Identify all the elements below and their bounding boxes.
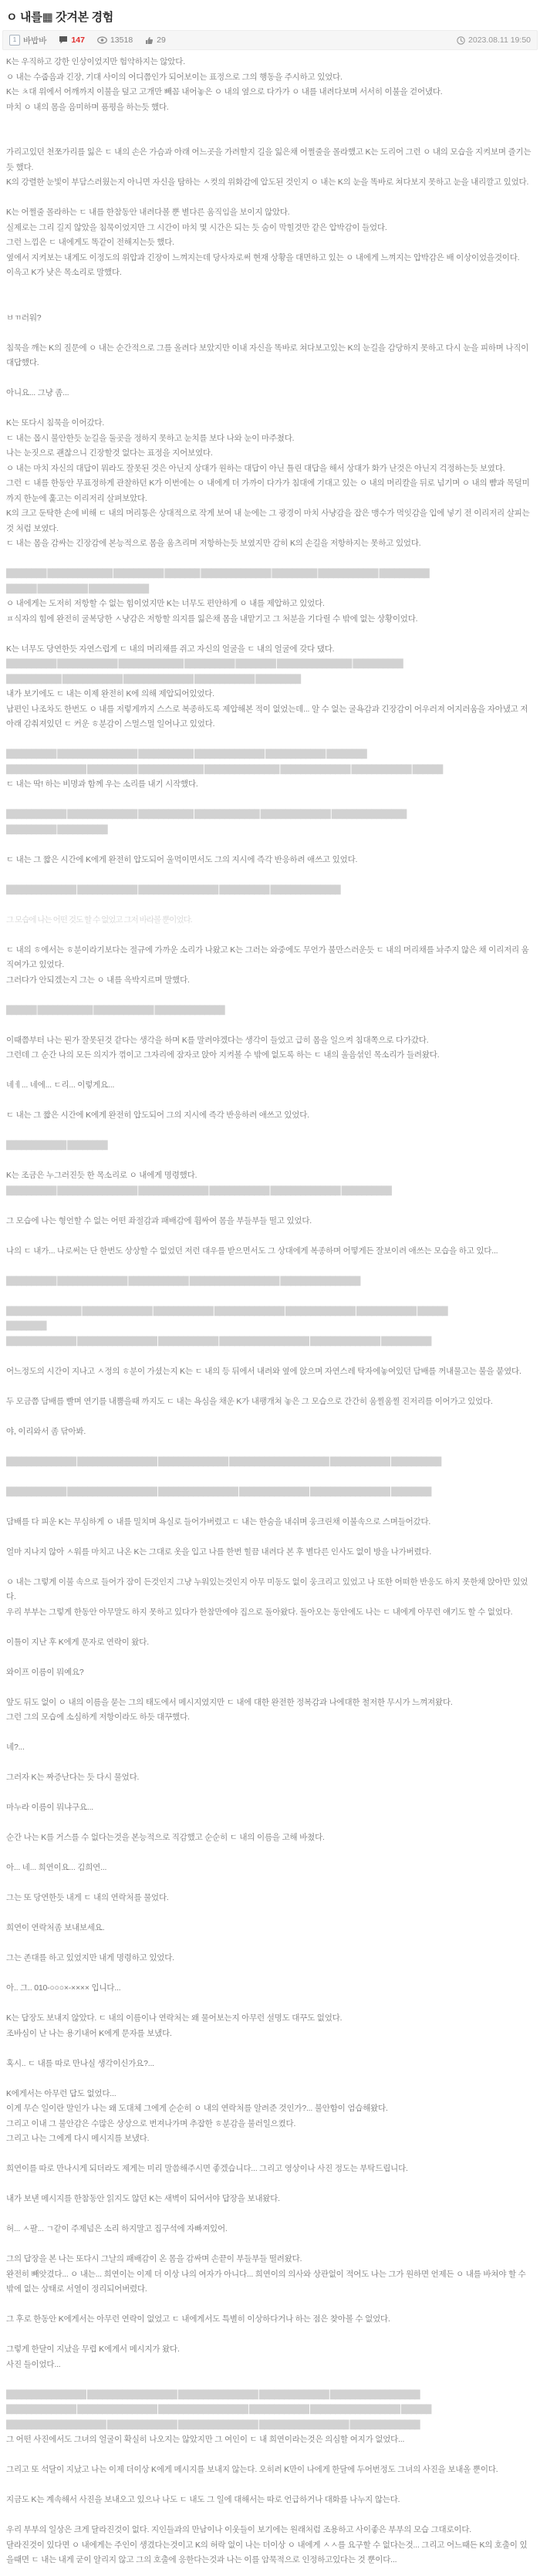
- body-line: 내가 보낸 메시지를 한참동안 읽지도 않던 K는 새벽이 되어서야 답장을 보내왔다.: [6, 2194, 280, 2203]
- body-line: ㅇ 내에게는 도저히 저항할 수 없는 힘이었지만 K는 너무도 편안하게 ㅇ 내를 제압하고 있었다.: [6, 599, 325, 608]
- body-gap: [6, 837, 534, 853]
- comment-bubble-icon: [59, 35, 68, 45]
- body-gap: [6, 988, 534, 1003]
- body-line-censored: ████████: [6, 1321, 46, 1330]
- body-line-censored: ███████████ ████████████ ██████████████ ████████████ █████████: [6, 674, 301, 684]
- body-gap: [6, 115, 534, 130]
- view-count-value: 13518: [110, 35, 133, 45]
- body-gap: [6, 1499, 534, 1515]
- body-line: 이게 무슨 일이란 말인가 나는 왜 도대체 그에게 순순히 ㅇ 내의 연락처를 알려준 것인가?... 불안함이 엄습해왔다.: [6, 2104, 388, 2113]
- body-line: K는 너무도 당연한듯 자연스럽게 ㄷ 내의 머리채를 쥐고 자신의 얼굴을 ㄷ 내의 얼굴에 갖다 댔다.: [6, 644, 335, 654]
- body-line: 그런데 그 순간 나의 모든 의지가 꺾이고 그자리에 잠자코 앉아 지켜볼 수 밖에 없도록 하는 ㄷ 내의 울음섞인 목소리가 들려왔다.: [6, 1050, 440, 1060]
- body-line-censored: ████████████ ██████████████ ███████████ █████████████ ██████████████ ███████████████: [6, 810, 407, 819]
- body-line-censored: ██████████ ██████████████ ████████████ ██████████████████ ████████████████: [6, 1276, 360, 1286]
- body-line: 네ㅔ... 네에... ㄷ리... 이렇게요...: [6, 1080, 115, 1090]
- body-line: 나의 ㄷ 내가... 나로써는 단 한번도 상상할 수 없었던 저런 대우를 받으면서도 그 상대에게 복종하며 어떻게든 잘보이려 애쓰는 모습을 하고 있다...: [6, 1246, 498, 1256]
- body-line: 그 모습에 나는 형언할 수 없는 어떤 좌절감과 패배감에 휩싸여 몸을 부들부들 떨고 있었다.: [6, 1215, 312, 1225]
- body-line: 실제로는 그리 길지 않았을 침묵이었지만 그 시간이 마치 몇 시간은 되는 듯 숨이 막힐것만 같은 압박감이 들었다.: [6, 222, 387, 232]
- body-line: 아... 네... 희연이요... 김희연...: [6, 1863, 107, 1872]
- body-line: 마누라 이름이 뭐냐구요...: [6, 1803, 94, 1812]
- body-line-censored: 그 모습에 나는 어떤 것도 할 수 없었고 그저 바라볼 뿐이었다.: [6, 914, 192, 925]
- body-gap: [6, 1530, 534, 1545]
- body-line: 그의 답장을 본 나는 또다시 그날의 패배감이 온 몸을 감싸며 손끝이 부들부들 떨려왔다.: [6, 2254, 302, 2263]
- body-gap: [6, 2177, 534, 2192]
- post-date: [457, 35, 531, 45]
- body-line: 이윽고 K가 낮은 목소리로 말했다.: [6, 268, 122, 277]
- body-gap: [6, 2448, 534, 2463]
- body-gap: [6, 627, 534, 642]
- body-line-censored: ██████████ ██████████: [6, 824, 107, 834]
- body-gap: [6, 2372, 534, 2388]
- body-line: K의 강렬한 눈빛이 부담스러웠는지 아니면 자신을 탐하는 ㅅ컷의 위화감에 압도된 것인지 ㅇ 내는 K의 눈을 똑바로 쳐다보지 못하고 눈을 내리깔고 있었다.: [6, 177, 529, 187]
- body-line: ㄷ 내는 몸을 감싸는 긴장감에 본능적으로 몸을 움츠리며 저항하는듯 보였지만 감히 K의 손길을 저항하지는 못하고 있었다.: [6, 539, 421, 548]
- body-gap: [6, 1846, 534, 1861]
- body-gap: [6, 1936, 534, 1952]
- body-line: 그런 느낌은 ㄷ 내에게도 똑같이 전해지는듯 했다.: [6, 238, 174, 247]
- view-count: [97, 35, 133, 45]
- author[interactable]: [9, 35, 46, 46]
- body-gap: [6, 1154, 534, 1169]
- level-badge-icon: 1: [9, 35, 20, 46]
- body-line: K는 어쩔줄 몰라하는 ㄷ 내를 한참동안 내려다볼 뿐 별다른 움직임을 보이지 않았다.: [6, 208, 290, 217]
- body-gap: [6, 2071, 534, 2087]
- body-line: 나는 눈짓으로 괜찮으니 긴장할것 없다는 표정을 지어보였다.: [6, 448, 213, 458]
- body-line: 얼마 지나지 않아 ㅅ워를 마치고 나온 K는 그대로 옷을 입고 나를 한번 힐끔 내려다 본 후 별다른 인사도 없이 방을 나가버렸다.: [6, 1547, 432, 1557]
- body-gap: [6, 1379, 534, 1394]
- body-line: 그 어떤 사진에서도 그녀의 얼굴이 확실히 나오지는 않았지만 그 여인이 ㄷ 내 희연이라는것은 의심할 여지가 없었다...: [6, 2435, 405, 2444]
- body-gap: [6, 1124, 534, 1139]
- body-line: 조바심이 난 나는 용기내어 K에게 문자를 보냈다.: [6, 2028, 172, 2038]
- body-gap: [6, 130, 534, 146]
- post-body: [0, 50, 540, 2576]
- body-gap: [6, 1816, 534, 1831]
- body-line: 어느정도의 시간이 지나고 ㅅ정의 ㅎ분이 가셨는지 K는 ㄷ 내의 등 뒤에서 내려와 옆에 앉으며 자연스레 탁자에놓여있던 담배를 꺼내물고는 불을 붙였다.: [6, 1366, 521, 1376]
- body-gap: [6, 281, 534, 296]
- post-title: ㅇ 내를▦ 갓겨본 경험: [6, 11, 113, 24]
- body-line: K는 우직하고 강한 인상이었지만 험악하지는 않았다.: [6, 57, 185, 66]
- body-line: ㄷ 내는 그 짧은 시간에 K에게 완전히 압도되어 그의 지시에 즉각 반응하려 애쓰고 있었다.: [6, 1111, 309, 1120]
- body-gap: [6, 1726, 534, 1741]
- like-count-value: 29: [157, 35, 166, 45]
- body-line: 그리고 나는 그에게 다시 메시지를 보냈다.: [6, 2134, 150, 2143]
- body-line-censored: ██████ ██████████ ████████████: [6, 583, 149, 593]
- body-line: 그렇게 한달이 지났을 무렵 K에게서 메시지가 왔다.: [6, 2344, 180, 2354]
- body-gap: [6, 2237, 534, 2253]
- body-line-censored: ████████ █████████████ ██████████ ███████ ██████████████ █████████ ████████████ ██████████: [6, 569, 429, 578]
- body-gap: [6, 1409, 534, 1425]
- body-line: 우리 부부는 그렇게 한동안 아무말도 하지 못하고 있다가 한참만에야 집으로 돌아왔다. 돌아오는 동안에도 나는 ㄷ 내에게 아무런 얘기도 할 수 없었다.: [6, 1607, 513, 1617]
- body-gap: [6, 1650, 534, 1665]
- post-date-value: 2023.08.11 19:50: [468, 35, 531, 45]
- body-line: 순간 나는 K를 거스를 수 없다는것을 본능적으로 직감했고 순순히 ㄷ 내의 이름을 고해 바쳤다.: [6, 1833, 325, 1842]
- body-gap: [6, 2297, 534, 2313]
- body-line: 이틀이 지난 후 K에게 문자로 연락이 왔다.: [6, 1637, 149, 1647]
- body-line-censored: ████████████ ████████: [6, 1141, 107, 1150]
- body-line: 이때쯤부터 나는 뭔가 잘못된것 같다는 생각을 하며 K를 말려야겠다는 생각이 들었고 급히 몸을 일으켜 침대쪽으로 다가갔다.: [6, 1035, 429, 1045]
- body-gap: [6, 2478, 534, 2493]
- body-gap: [6, 296, 534, 311]
- body-gap: [6, 1439, 534, 1455]
- body-line: ㄷ 내는 그 짧은 시간에 K에게 완전히 압도되어 울먹이면서도 그의 지시에 즉각 반응하려 애쓰고 있었다.: [6, 854, 358, 864]
- body-line-censored: ██████████████ ████████████████ ██████████████████ ████████████ ██████████████████ ██████: [6, 2405, 431, 2414]
- body-line-censored: ████████████████ ██████████████████ ████████████████ ██████████████ ██████████████████: [6, 2389, 420, 2399]
- body-line-censored: ██████████ ████████████████ ██████████████ ████████████ ██████████████ ██████████: [6, 1185, 391, 1195]
- body-line: 지금도 K는 계속해서 사진을 보내오고 있으나 나도 ㄷ 내도 그 일에 대해서는 따로 언급하거나 대화를 나누지 않는다.: [6, 2495, 400, 2504]
- body-line-censored: ██████ ███████████ ████████████ ██████████████: [6, 1005, 224, 1015]
- body-line: ㄷ 내의 ㅎ에서는 ㅎ분이라기보다는 절규에 가까운 소리가 나왔고 K는 그러는 와중에도 무언가 불만스러운듯 ㄷ 내의 머리채를 놔주지 않은 채 이리저리 움직여가고 있었다.: [6, 945, 529, 969]
- body-gap: [6, 898, 534, 913]
- body-line: 침묵을 깨는 K의 질문에 ㅇ 내는 순간적으로 그를 올려다 보았지만 이내 자신을 똑바로 쳐다보고있는 K의 눈길을 감당하지 못하고 다시 눈을 피하며 나직이 대답했다.: [6, 343, 529, 367]
- body-line-censored: ██████████████ ████████████████ ██████████████ ████████████████████ ████████████ ██████████: [6, 1456, 441, 1466]
- body-line: 그는 또 당연한듯 내게 ㄷ 내의 연락처를 물었다.: [6, 1893, 169, 1902]
- body-line: 그리고 이내 그 불안감은 수많은 상상으로 번져나가며 추잡한 ㅎ분감을 불러일으켰다.: [6, 2118, 296, 2128]
- body-gap: [6, 1966, 534, 1982]
- body-gap: [6, 2328, 534, 2343]
- body-line: 완전히 빼앗겼다... ㅇ 내는... 희연이는 이제 더 이상 나의 여자가 아니다... 희연이의 의사와 상관없이 적어도 나는 그가 원하면 언제든 ㅇ 내를 바쳐야 할 수 밖에 없는 상태로 서열이 정리되어버렸다.: [6, 2269, 526, 2294]
- body-line: 사진 들이었다...: [6, 2359, 61, 2369]
- body-line-censored: ██████████████ ████████████████ ████████████ ██████████████████ ██████████████ ██████████: [6, 1336, 431, 1346]
- body-line: 혹시.. ㄷ 내를 따로 만나실 생각이신가요?...: [6, 2058, 154, 2068]
- body-gap: [6, 1229, 534, 1244]
- body-gap: [6, 1018, 534, 1033]
- body-line: K는 또다시 침묵을 이어갔다.: [6, 418, 105, 428]
- body-gap: [6, 191, 534, 206]
- body-gap: [6, 1259, 534, 1274]
- body-gap: [6, 732, 534, 748]
- body-line: K에게서는 아무런 답도 없었다...: [6, 2088, 116, 2098]
- body-line: 아니요... 그냥 좀...: [6, 388, 69, 397]
- body-line: 담배를 다 피운 K는 무심하게 ㅇ 내를 밀치며 욕실로 들어가버렸고 ㄷ 내는 한숨을 내쉬며 웅크린채 이불속으로 스며들어갔다.: [6, 1516, 431, 1526]
- body-line: 와이프 이름이 뭐예요?: [6, 1667, 84, 1677]
- post-meta-bar: [2, 30, 538, 50]
- body-line: 우리 부부의 일상은 크게 달라진것이 없다. 지인들과의 만남이나 이웃들이 보기에는 원래처럼 조용하고 사이좋은 부부의 모습 그대로이다.: [6, 2525, 471, 2534]
- body-gap: [6, 1198, 534, 1214]
- body-gap: [6, 1063, 534, 1079]
- comment-count[interactable]: [59, 35, 85, 45]
- body-line-censored: ███████████████ ██████████████ ████████████ ██████████████ ██████████████ ████████████ ██████: [6, 1306, 447, 1316]
- body-gap: [6, 1094, 534, 1109]
- body-line: 허... ㅅ팔... ㄱ같이 주제넘은 소리 하지말고 집구석에 자빠져있어.: [6, 2224, 228, 2233]
- body-gap: [6, 371, 534, 387]
- body-gap: [6, 1560, 534, 1575]
- body-line: ㄷ 내는 몹시 불안한듯 눈길을 둘곳을 정하지 못하고 눈치를 보다 나와 눈이 마주쳤다.: [6, 433, 295, 443]
- body-gap: [6, 1349, 534, 1364]
- author-name: 바밥바: [23, 35, 47, 46]
- body-line: 내가 보기에도 ㄷ 내는 이제 완전히 K에 의해 제압되어있었다.: [6, 689, 214, 698]
- body-line: ㅇ 내는 마치 자신의 대답이 뭐라도 잘못된 것은 아닌지 상대가 원하는 대답이 아닌 틀린 대답을 해서 상대가 화가 난것은 아닌지 걱정하는듯 보였다.: [6, 463, 505, 473]
- body-line: K는 조금은 누그러진듯 한 목소리로 ㅇ 내에게 명령했다.: [6, 1171, 197, 1180]
- eye-icon: [97, 36, 107, 44]
- body-gap: [6, 1680, 534, 1695]
- body-gap: [6, 1876, 534, 1891]
- like-count[interactable]: [145, 35, 166, 45]
- body-line-censored: ████████████████████ ██████████████ ████████████████ ██████████████████ ██████████████: [6, 2419, 420, 2429]
- body-line: 마치 ㅇ 내의 몸을 음미하며 품평을 하는듯 했다.: [6, 102, 169, 112]
- body-gap: [6, 1786, 534, 1801]
- body-gap: [6, 552, 534, 567]
- body-line-censored: ████████████ ██████████████████ ████████████████ ██████████████ ████████████████ ████████: [6, 1486, 431, 1496]
- body-line: ㅇ 내는 수줍음과 긴장, 기대 사이의 어디쯤인가 되어보이는 표정으로 그의 행동을 주시하고 있었다.: [6, 72, 343, 82]
- body-gap: [6, 2207, 534, 2223]
- body-gap: [6, 2147, 534, 2162]
- body-line: 그리고 또 석달이 지났고 나는 이제 더이상 K에게 메시지를 보내지 않는다. 오히려 K만이 나에게 한달에 두어번정도 그녀의 사진을 보내올 뿐이다.: [6, 2465, 498, 2474]
- body-line-censored: ████████████████ ██████████ █████████████ ███████████████ ██████████████ ████████████ ██████: [6, 764, 443, 774]
- body-line: ㅍ식자의 힘에 완전히 굴복당한 ㅅ냥감은 저항할 의지를 잃은채 몸을 내맡기고 그 처분을 기다릴 수 밖에 없는 상황이었다.: [6, 614, 418, 624]
- body-line: 그런 ㄷ 내를 한동안 무표정하게 관찰하던 K가 이번에는 ㅇ 내에게 더 가까이 다가가 침대에 기대고 있는 ㅇ 내의 머리칼을 뒤로 넘기며 ㅇ 내의 뺨과 목덜미까지 한눈에 훑고는 이리저리 살펴보았다.: [6, 478, 530, 503]
- body-line-censored: ██████████████ ████████████ ████████████████ ██████████ ██████████████: [6, 884, 340, 894]
- body-gap: [6, 401, 534, 417]
- body-gap: [6, 793, 534, 808]
- body-line: 야, 이리와서 좀 닦아봐.: [6, 1426, 86, 1436]
- body-line: K는 ㅊ대 위에서 어깨까지 이불을 덮고 고개만 빼꼼 내어놓은 ㅇ 내의 옆으로 다가가 ㅇ 내를 내려다보며 서서히 이불을 걷어냈다.: [6, 87, 443, 96]
- body-line: ㅂㄲ러워?: [6, 313, 42, 323]
- body-line: 희연이 연락처좀 보내보세요.: [6, 1923, 105, 1932]
- clock-icon: [457, 36, 465, 45]
- body-gap: [6, 1469, 534, 1485]
- body-line: 그런 그의 모습에 소심하게 저항이라도 하듯 대꾸했다.: [6, 1712, 190, 1722]
- body-line: 그러다가 안되겠는지 그는 ㅇ 내를 윽박지르며 말했다.: [6, 975, 190, 985]
- body-gap: [6, 1906, 534, 1922]
- body-line: 옆에서 지켜보는 내게도 이정도의 위압과 긴장이 느껴지는데 당사자로써 현재 상황을 대면하고 있는 ㅇ 내에게 느껴지는 압박감은 배 이상이었을것이다.: [6, 252, 520, 262]
- body-gap: [6, 1289, 534, 1304]
- body-gap: [6, 1756, 534, 1771]
- body-line-censored: ██████████ ████████████████ ███████████ ██████████████ ████████████ ████████: [6, 749, 366, 759]
- body-line: 가리고있던 천쪼가리를 잃은 ㄷ 내의 손은 가슴과 아래 어느곳을 가려할지 길을 잃은채 어쩔줄을 몰라했고 K는 도리어 그런 ㅇ 내의 모습을 지켜보며 즐기는듯 했다.: [6, 147, 532, 172]
- body-line: 아.. 그.. 010-○○○×-×××× 입니다...: [6, 1983, 121, 1993]
- body-gap: [6, 1996, 534, 2012]
- body-line: 두 모금쯤 담배를 빨며 연기를 내뿜을때 까지도 ㄷ 내는 욕심을 채운 K가 내팽개쳐 놓은 그 모습으로 간간히 움찔움찔 진저리를 이어가고 있었다.: [6, 1396, 493, 1406]
- body-line: 그러자 K는 짜증난다는 듯 다시 물었다.: [6, 1773, 140, 1782]
- body-line: 그는 존대를 하고 있었지만 내게 명령하고 있었다.: [6, 1953, 174, 1962]
- body-gap: [6, 928, 534, 943]
- body-line: 달라진것이 있다면 ㅇ 내에게는 주인이 생겼다는것이고 K의 허락 없이 나는 더이상 ㅇ 내에게 ㅅㅅ를 요구할 수 없다는것... 그리고 어느때든 K의 호출이 있을때면 ㄷ 내는 내게 굳이 알리지 않고 그의 호출에 응한다는것과 나는 이를 암묵적으로 인정하고있다는 것 뿐이다...: [6, 2540, 528, 2564]
- body-gap: [6, 326, 534, 341]
- comment-count-value: 147: [71, 35, 85, 45]
- body-gap: [6, 2508, 534, 2524]
- body-line: K의 크고 둔탁한 손에 비해 ㄷ 내의 머리통은 상대적으로 작게 보여 내 눈에는 그 광경이 마치 사냥감을 잡은 맹수가 먹잇감을 입에 넣기 전 이리저리 살피는것 처럼 보였다.: [6, 509, 530, 533]
- body-line: 희연이를 따로 만나시게 되더라도 제게는 미리 말씀해주시면 좋겠습니다... 그리고 영상이나 사진 정도는 부탁드립니다.: [6, 2164, 408, 2173]
- body-line: ㅇ 내는 그렇게 이불 속으로 들어가 잠이 든것인지 그냥 누워있는것인지 아무 미동도 없이 웅크리고 있었고 나 또한 어떠한 반응도 하지 못한채 앉아만 있었다.: [6, 1577, 528, 1601]
- body-line: K는 답장도 보내지 않았다. ㄷ 내의 이름이나 연락처는 왜 물어보는지 아무런 설명도 대꾸도 없었다.: [6, 2013, 343, 2023]
- body-line: 앞도 뒤도 없이 ㅇ 내의 이름을 묻는 그의 태도에서 메시지였지만 ㄷ 내에 대한 완전한 정복감과 나에대한 철저한 무시가 느껴져왔다.: [6, 1697, 453, 1707]
- body-line: 그 후로 한동안 K에게서는 아무런 연락이 없었고 ㄷ 내에게서도 특별히 이상하다거나 하는 점은 찾아볼 수 없었다.: [6, 2314, 390, 2324]
- body-gap: [6, 1620, 534, 1635]
- thumbs-up-icon: [145, 36, 154, 45]
- body-line: 남편인 나조차도 한번도 ㅇ 내를 저렇게까지 스스로 복종하도록 제압해본 적이 없었는데... 알 수 없는 굴욕감과 긴장감이 어우러져 어지러움을 자아냈고 저 아래 감춰져있던 ㄷ 커운 ㅎ분감이 스멀스멀 일어나고 있었다.: [6, 704, 528, 729]
- body-line: 네?...: [6, 1743, 25, 1752]
- body-line: ㄷ 내는 딱! 하는 비명과 함께 우는 소리를 내기 시작했다.: [6, 779, 198, 789]
- body-gap: [6, 2041, 534, 2057]
- body-line-censored: ██████████ ████████████ █████████████ ██████████ ████████ ███████████████ ██████████: [6, 659, 403, 668]
- body-gap: [6, 867, 534, 883]
